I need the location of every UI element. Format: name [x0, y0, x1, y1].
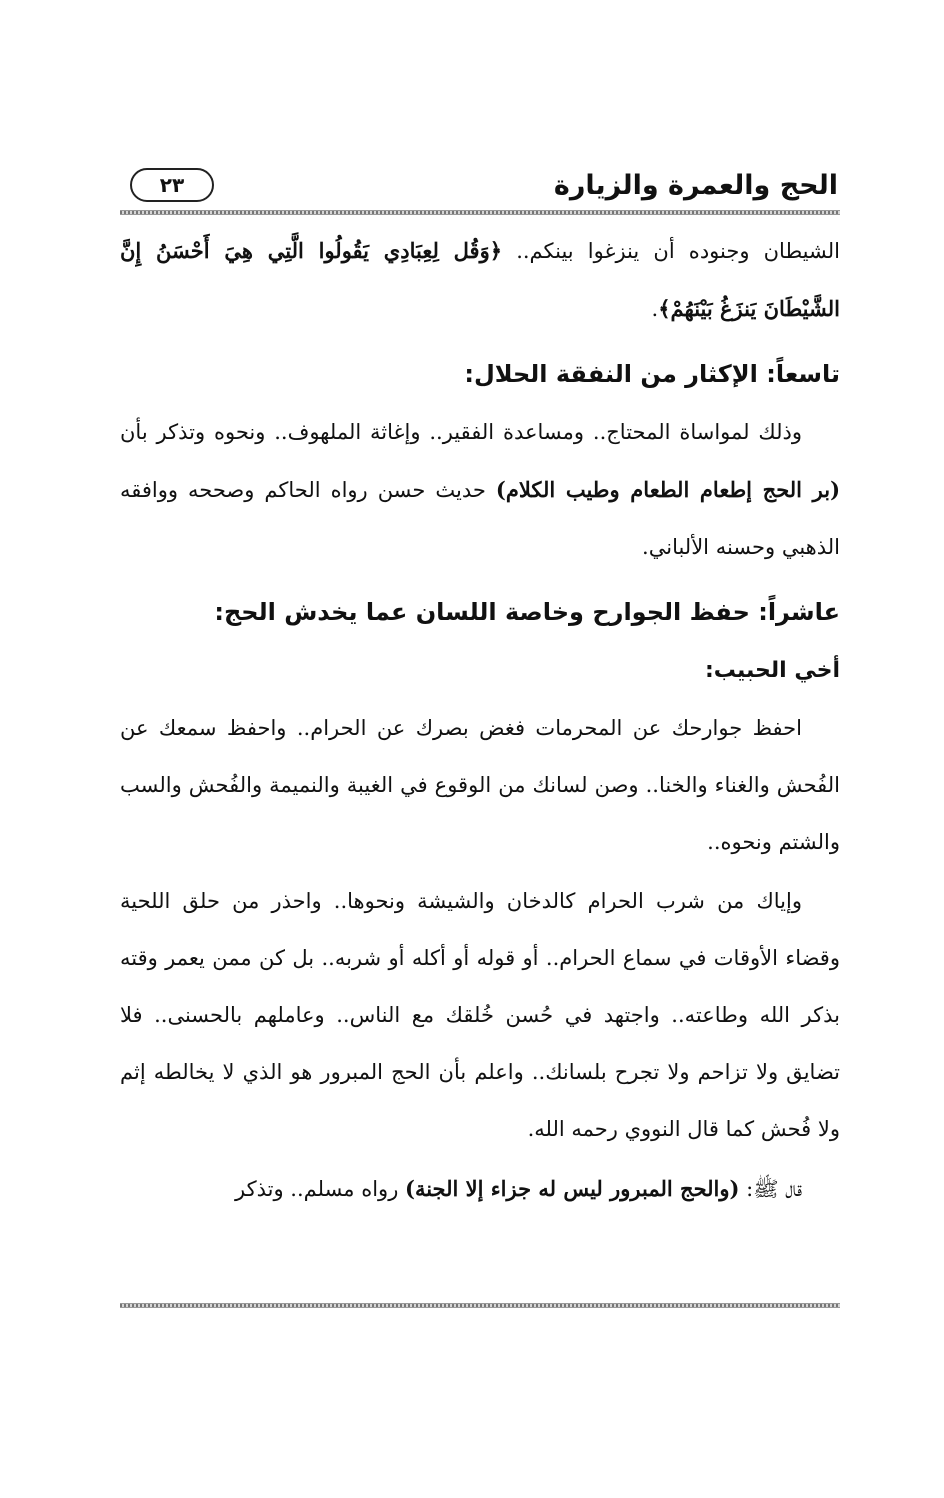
paragraph-hadith-mabrur	[120, 1160, 840, 1218]
section-heading-tenth: عاشراً: حفظ الجوارح وخاصة اللسان عما يخدش الحج:	[214, 598, 840, 626]
book-page	[120, 150, 840, 1330]
page-body	[120, 222, 840, 1218]
paragraph-avoid-haram: وإياك من شرب الحرام كالدخان والشيشة ونحوها.. واحذر من حلق اللحية وقضاء الأوقات في سماع الحرام.. أو قوله أو أكله أو شربه.. بل كن ممن يعمر وقته بذكر الله وطاعته.. واجتهد في حُسن خُلقك مع الناس.. وعاملهم بالحسنى.. فلا تضايق ولا تزاحم ولا تجرح بلسانك.. واعلم بأن الحج المبرور هو الذي لا يخالطه إثم ولا فُحش كما قال النووي رحمه الله.	[120, 889, 840, 1141]
hadith-quote: (والحج المبرور ليس له جزاء إلا الجنة)	[405, 1176, 740, 1201]
paragraph-text: وذلك لمواساة المحتاج.. ومساعدة الفقير.. وإغاثة الملهوف.. ونحوه وتذكر بأن	[120, 420, 802, 444]
quran-verse: ﴿وَقُل لِعِبَادِي يَقُولُوا الَّتِي هِيَ أَحْسَنُ إِنَّ الشَّيْطَانَ يَنزَغُ بَيْنَهُمْ﴾	[120, 238, 840, 321]
footer-divider	[120, 1303, 840, 1308]
paragraph-text: .	[651, 297, 659, 321]
paragraph-quran-verse	[120, 222, 840, 338]
paragraph-guard-senses: احفظ جوارحك عن المحرمات فغض بصرك عن الحرام.. واحفظ سمعك عن الفُحش والغناء والخنا.. وصن لسانك من الوقوع في الغيبة والنميمة والفُحش والسب والشتم ونحوه..	[120, 716, 840, 854]
hadith-quote: (بر الحج إطعام الطعام وطيب الكلام)	[495, 477, 841, 502]
page-number: ٢٣	[130, 168, 214, 202]
paragraph-text: رواه مسلم.. وتذكر	[235, 1177, 406, 1201]
paragraph-text: قال ﷺ:	[739, 1177, 802, 1201]
paragraph-charity	[120, 404, 840, 576]
paragraph-text: الشيطان وجنوده أن ينزغوا بينكم..	[502, 239, 840, 263]
page-header	[120, 162, 840, 212]
running-title: الحج والعمرة والزيارة	[553, 170, 838, 201]
header-divider	[120, 210, 840, 215]
section-heading-ninth: تاسعاً: الإكثار من النفقة الحلال:	[464, 360, 840, 388]
subheading-address: أخي الحبيب:	[704, 658, 840, 683]
paragraph-text: حديث حسن رواه الحاكم وصححه ووافقه الذهبي وحسنه الألباني.	[120, 478, 840, 559]
